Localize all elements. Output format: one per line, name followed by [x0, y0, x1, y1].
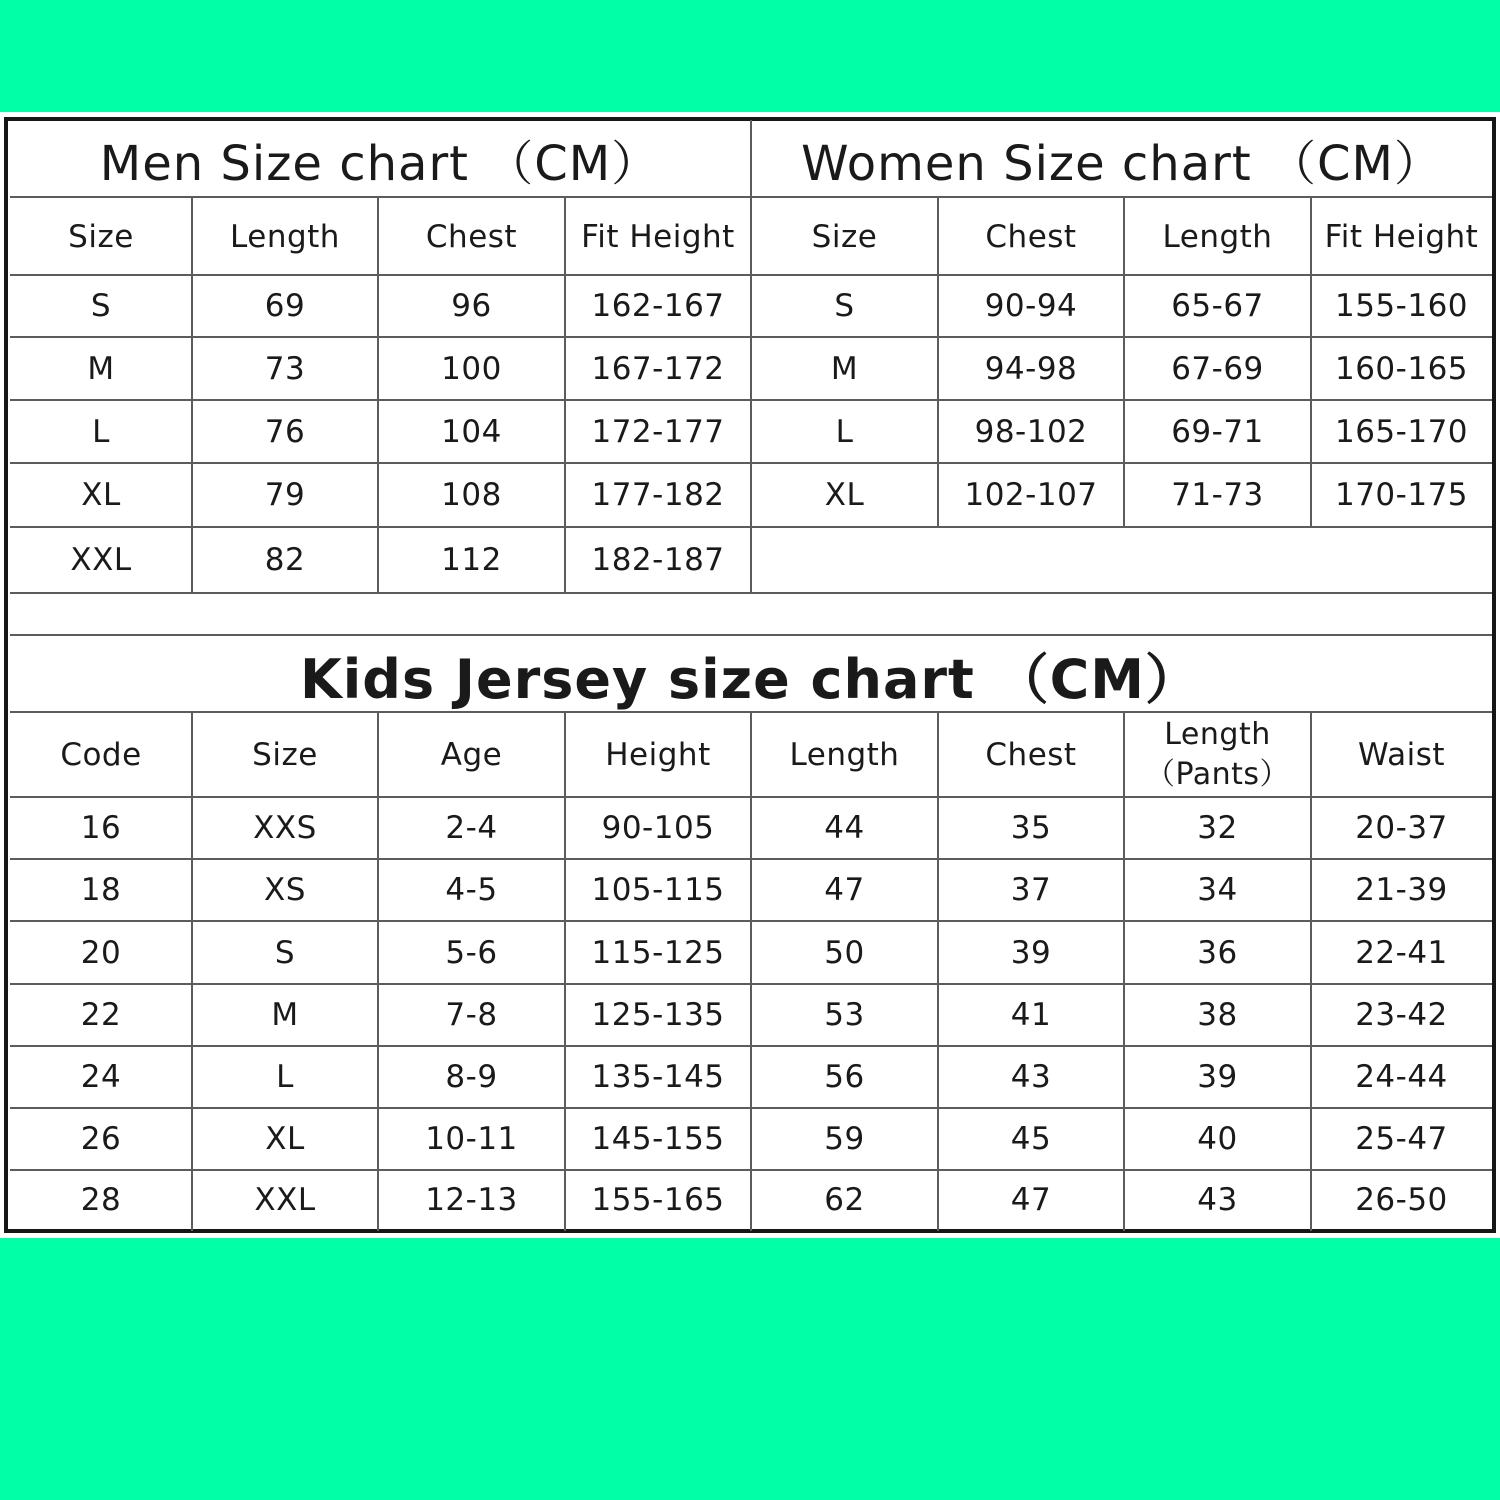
kids-table-cell: 18 — [80, 872, 122, 908]
men-table-cell: 79 — [264, 477, 306, 513]
men-table-cell: L — [92, 413, 110, 450]
women-table-cell: 90-94 — [984, 288, 1078, 324]
kids-table-cell: 59 — [824, 1121, 865, 1157]
men-chart-title: Men Size chart （CM） — [99, 135, 661, 192]
kids-table-cell: 155-165 — [591, 1181, 725, 1218]
kids-table-cell: 36 — [1197, 934, 1238, 971]
men-table-cell: XXL — [70, 541, 132, 578]
kids-table-cell: 47 — [824, 872, 865, 908]
grid-line-horizontal — [10, 592, 751, 594]
kids-header-cell: Size — [252, 736, 318, 773]
women-table-cell: 170-175 — [1334, 477, 1469, 513]
kids-table-cell: 16 — [80, 810, 122, 846]
kids-table-cell: 34 — [1197, 872, 1238, 908]
women-table-cell: 98-102 — [974, 413, 1088, 450]
kids-table-cell: 62 — [824, 1181, 865, 1218]
kids-table-cell: M — [271, 997, 299, 1033]
men-table-cell: 172-177 — [591, 413, 725, 450]
kids-table-cell: 41 — [1010, 997, 1052, 1033]
kids-table-cell: 22-41 — [1355, 934, 1448, 971]
kids-table-cell: 8-9 — [445, 1059, 498, 1095]
men-header-cell: Length — [230, 218, 340, 255]
header-line: Length — [1164, 716, 1271, 752]
kids-table-cell: 4-5 — [445, 872, 498, 908]
kids-header-cell: Height — [605, 736, 711, 773]
men-table-cell: S — [90, 288, 112, 324]
kids-header-cell: Chest — [985, 736, 1077, 773]
men-table-cell: 167-172 — [591, 350, 725, 387]
kids-table-cell: 43 — [1197, 1181, 1238, 1218]
kids-chart-title: Kids Jersey size chart （CM） — [299, 647, 1201, 711]
women-table-cell: 69-71 — [1171, 413, 1264, 450]
kids-table-cell: 47 — [1010, 1181, 1052, 1218]
kids-table-cell: 145-155 — [591, 1121, 725, 1157]
kids-table-cell: S — [274, 934, 296, 971]
men-table-cell: M — [87, 350, 115, 387]
kids-table-cell: XXL — [254, 1181, 316, 1218]
kids-table-cell: 25-47 — [1355, 1121, 1448, 1157]
women-table-cell: 102-107 — [964, 477, 1098, 513]
women-header-cell: Length — [1162, 218, 1273, 255]
kids-header-cell: Waist — [1357, 736, 1446, 773]
women-chart-title: Women Size chart （CM） — [801, 135, 1443, 192]
women-table-cell: 67-69 — [1171, 350, 1264, 387]
men-table-cell: 82 — [264, 541, 306, 578]
kids-table-cell: 53 — [824, 997, 865, 1033]
men-table-cell: 100 — [441, 350, 502, 387]
men-header-cell: Size — [68, 218, 134, 255]
women-header-cell: Size — [811, 218, 878, 255]
kids-table-cell: 38 — [1197, 997, 1238, 1033]
men-table-cell: 104 — [441, 413, 502, 450]
men-header-cell: Chest — [425, 218, 518, 255]
kids-table-cell: 56 — [824, 1059, 865, 1095]
kids-table-cell: 20-37 — [1355, 810, 1448, 846]
kids-table-cell: 28 — [80, 1181, 122, 1218]
women-table-cell: 160-165 — [1334, 350, 1469, 387]
kids-table-cell: 125-135 — [591, 997, 725, 1033]
men-table-cell: 108 — [441, 477, 502, 513]
kids-table-cell: 45 — [1010, 1121, 1052, 1157]
men-table-cell: 73 — [264, 350, 306, 387]
kids-table-cell: 43 — [1010, 1059, 1052, 1095]
kids-table-cell: 24-44 — [1355, 1059, 1448, 1095]
women-table-cell: 71-73 — [1171, 477, 1264, 513]
kids-table-cell: 135-145 — [591, 1059, 725, 1095]
men-table-cell: 69 — [264, 288, 306, 324]
kids-table-cell: 2-4 — [445, 810, 498, 846]
women-table-cell: 94-98 — [984, 350, 1078, 387]
kids-table-cell: 37 — [1010, 872, 1052, 908]
kids-table-cell: XL — [265, 1121, 305, 1157]
kids-table-cell: 21-39 — [1355, 872, 1448, 908]
kids-table-cell: 35 — [1010, 810, 1052, 846]
kids-table-cell: 26-50 — [1355, 1181, 1448, 1218]
kids-header-cell — [1124, 712, 1311, 797]
men-table-cell: 96 — [451, 288, 492, 324]
kids-table-cell: 105-115 — [591, 872, 725, 908]
kids-header-cell: Code — [60, 736, 142, 773]
men-table-cell: XL — [81, 477, 121, 513]
women-table-cell: 65-67 — [1171, 288, 1264, 324]
men-table-cell: 76 — [264, 413, 306, 450]
kids-table-cell: 12-13 — [425, 1181, 518, 1218]
kids-table-cell: 39 — [1197, 1059, 1238, 1095]
women-table-cell: XL — [824, 477, 865, 513]
header-line: （Pants） — [1144, 756, 1291, 792]
women-header-cell: Chest — [985, 218, 1077, 255]
men-table-cell: 182-187 — [591, 541, 725, 578]
kids-table-cell: 23-42 — [1355, 997, 1448, 1033]
kids-table-cell: 24 — [80, 1059, 122, 1095]
men-table-cell: 162-167 — [591, 288, 725, 324]
kids-table-cell: 7-8 — [445, 997, 498, 1033]
kids-table-cell: 39 — [1010, 934, 1052, 971]
kids-table-cell: 22 — [80, 997, 122, 1033]
kids-table-cell: XS — [264, 872, 306, 908]
kids-table-cell: 32 — [1197, 810, 1238, 846]
kids-header-cell: Age — [440, 736, 503, 773]
kids-table-cell: 26 — [80, 1121, 122, 1157]
women-table-cell: 165-170 — [1334, 413, 1469, 450]
men-table-cell: 112 — [441, 541, 502, 578]
kids-table-cell: 50 — [824, 934, 865, 971]
women-table-cell: 155-160 — [1334, 288, 1469, 324]
grid-line-horizontal — [752, 592, 1492, 594]
kids-table-cell: 5-6 — [445, 934, 498, 971]
women-table-cell: S — [834, 288, 855, 324]
women-header-cell: Fit Height — [1324, 218, 1479, 255]
kids-header-cell: Length — [789, 736, 900, 773]
kids-table-cell: 10-11 — [425, 1121, 518, 1157]
kids-table-cell: L — [276, 1059, 294, 1095]
kids-table-cell: 40 — [1197, 1121, 1238, 1157]
women-table-cell: M — [830, 350, 859, 387]
kids-table-cell: 115-125 — [591, 934, 725, 971]
men-header-cell: Fit Height — [581, 218, 735, 255]
kids-table-cell: 20 — [80, 934, 122, 971]
women-table-cell: L — [835, 413, 854, 450]
kids-table-cell: XXS — [253, 810, 317, 846]
kids-table-cell: 44 — [824, 810, 865, 846]
men-table-cell: 177-182 — [591, 477, 725, 513]
kids-table-cell: 90-105 — [601, 810, 715, 846]
